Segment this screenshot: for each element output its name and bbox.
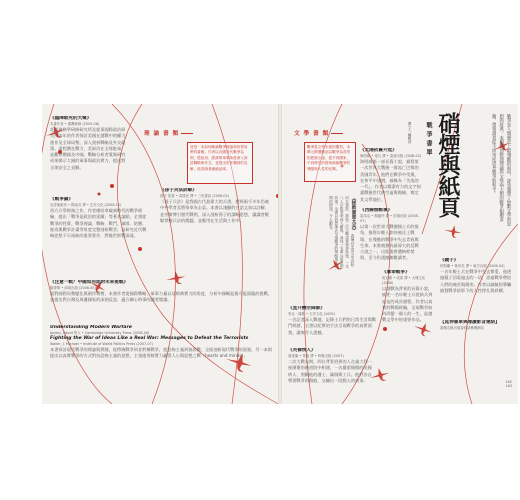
page-gutter: [278, 104, 282, 404]
book-description: 西方兵學經典之作，作者總結拿破崙時代的戰爭經驗，提出「戰爭是政治的延續」等著名論點。全書從戰爭的性質、戰爭理論、戰略、戰鬥、軍隊、防禦、進攻與戰爭計畫等角度完整剖析戰爭，是研究近代戰略思想不可或缺的重要著作，對後世影響深遠。: [50, 208, 147, 239]
book-title: 《太陽依舊升起》: [360, 148, 397, 153]
book-title: 《直升機空降師》: [288, 306, 325, 311]
literature-intro-box: [304, 142, 356, 182]
left-intro-block: [50, 116, 126, 184]
book-publisher: 伊斯蘭 • 林蒂芙 譯 • 東方出版 (2006-04): [440, 264, 505, 268]
section-rule: [181, 133, 193, 134]
book-description: 面對國際局勢變化與兩岸情勢，本書作者從國際戰略、軍事力量以及經濟實力的角度，分析中國崛起後可能面臨的挑戰，並提出對台灣及周邊國家的深刻反思，適合關心時事的讀者閱讀。: [50, 291, 272, 303]
book-description: 《孫子兵法》是我國古代最偉大的兵書，歷經兩千多年仍被中外學者及將領奉為圭臬。本書以淺顯的白話文加以註解，並旁徵博引歷代戰例，深入剖析孫子的謀略思想，讓讀者輕鬆掌握兵法的精髓，並應用在生活與工作中。: [160, 199, 269, 223]
book-description: 改編自史蒂芬史匹柏同名電影，描寫二次大戰諾曼第登陸後，一支八人小隊奉命深入敵後，尋找一名傘兵雷恩的故事。全書以寫實筆法呈現戰爭的殘酷與士兵間的情誼，令人動容。: [329, 196, 355, 268]
section-label-literature: [294, 129, 343, 137]
book-description: 二次大戰末期，四位背景迥異的人在義大利一座廢棄的修道院中相遇，一名嚴重燒傷的英國病人、照顧他的護士、竊賊與工兵。他們各自帶著戰爭的傷痕，交織出一段動人的故事。: [288, 359, 372, 383]
vertical-book-entry: [300, 196, 356, 268]
book-description: 海明威第一部長篇小說，描寫第一次世界大戰後一群流亡巴黎的美國青年，他們在戰爭中受傷，在和平中迷惘，被稱為「失落的一代」。作者以簡潔有力的文字刻畫戰後世代的空虛與傷痛，奠定其文學地位。: [360, 159, 421, 202]
book-publisher: Waller, J. Michael • Institute of World Politics Press (2007-07): [50, 342, 154, 346]
feature-subtitle: 戰爭書單: [425, 122, 432, 158]
extended-reading-box: [440, 320, 508, 340]
book-title: 《西線無戰事》: [360, 208, 393, 213]
book-title: 《孫子兵法詳解》: [160, 188, 197, 193]
book-title: 《英倫情人》: [288, 348, 316, 353]
red-bead: [110, 184, 114, 188]
book-publisher: 孫子 原著 • 黃樸民 譯 • 三民書局 (2006-02): [160, 194, 230, 198]
literature-intro-text: 戰爭是文學永恆的題材。本單元精選數部以戰爭為背景的經典小說，從不同國家、不同時代的視角描繪戰爭的殘酷與人性的光輝。: [307, 145, 351, 171]
book-description: 一名年輕士兵在戰爭中失去摯愛，他透過鏡子回看過去的一切，思索戰爭帶給人們的痛苦與傷害。作者以細膩的筆觸描寫戰爭陰影下的人性掙扎與救贖。: [440, 269, 512, 293]
magazine-spread: [42, 104, 518, 404]
section-label-text: 文 學 書 類: [294, 131, 330, 137]
book-description: 赴美進修學研修研究所及從事國際政治研究所多年的作者探討美國在越戰中的權力運作及全球局勢，深入剖析戰略及外交政策。遠程潛在戰力，美軍仍在全球駐軍，並觀察俄國及中國。戰略分析者蒐集研究成果揭示大國的軍事與政治實力，提出對全球安全之見解。: [50, 127, 126, 170]
book-title: 《戰爭論》: [50, 197, 73, 202]
book-title: 《注意一戰？中國如何面對未來挑戰》: [50, 280, 129, 285]
book-description: 以越戰為背景的長篇小說，描述一名年輕士兵從新兵到退伍的成長歷程。作者以真實的戰場經驗，呈現戰爭如何改變一個人的一生，是越戰文學中的重要作品。: [382, 286, 433, 323]
book-entry: [288, 348, 374, 396]
page-number-right: 163: [505, 384, 512, 389]
section-label-text: 理 論 書 類: [144, 131, 180, 137]
book-publisher: 雷馬克 • 顏徽玲 譯 • 好讀出版 (2008-07): [360, 214, 419, 223]
book-publisher: 楊建華 • 商周出版 (2006-05): [50, 286, 96, 290]
book-publisher: 麥克・傑斯 • 左岸文化 (2005): [288, 312, 336, 316]
book-entry: [382, 270, 436, 324]
book-publisher: 班克斯 • 成寒 譯 • 大塊文化 (2006): [382, 276, 426, 285]
book-entry: [360, 148, 422, 203]
page-numbers: [492, 380, 512, 388]
book-entry: [160, 188, 270, 258]
book-title: 《拯救雷恩大兵》: [351, 196, 356, 233]
book-entry-english: [50, 325, 272, 399]
book-description: 以第一次世界大戰德國士兵的視角，描寫年輕人如何被送上戰場，在殘酷的戰爭中失去青春與生命。本書被譽為最偉大的反戰小說之一，出版後曾遭納粹焚毀，至今仍震撼無數讀者。: [360, 224, 419, 261]
book-description: 一名記者深入戰地，記錄士兵們的日常生活與戰鬥經歷。全書以紀實的手法呈現戰爭的真實面貌，讀來令人震撼。: [288, 317, 376, 335]
extended-reading-subtitle: 書籍名稱出版資料請參閱網站: [440, 326, 485, 330]
feature-byline: 撰文 / 編輯部: [408, 122, 412, 144]
book-title: 《鏡子》: [440, 258, 459, 263]
book-entry: [50, 280, 272, 320]
book-publisher: 海明威 • 逸凡 譯 • 遠流出版 (2008-02): [360, 154, 422, 158]
book-publisher: Jordan, David 等人 • Cambridge University Press (2008-06): [50, 331, 150, 335]
book-publisher: 克勞塞維茨 • 楊南芳 譯 • 左岸文化 (2006-11): [50, 203, 122, 207]
book-description: 本書探討現代戰爭的理論與實踐，從傳統戰爭到非對稱戰爭，從恐怖主義到資訊戰，全面剖析現代戰爭的面貌。另一本則提出以真實戰爭的方式對抗恐怖主義的思想，主張運用軟實力贏得人心與思想之戰（hearts and minds）。: [50, 347, 272, 359]
feature-title: 硝煙與紙頁: [435, 112, 461, 217]
book-title-en: Understanding Modern Warfare: [50, 325, 132, 330]
book-entry: [440, 258, 514, 310]
book-entry: [288, 306, 378, 344]
section-rule: [331, 133, 343, 134]
book-title-en: Fighting the War of Ideas Like a Real War: Messages to Defeat the Terrorists: [50, 336, 249, 341]
page-number-left: 162: [505, 380, 512, 384]
red-bead: [98, 193, 101, 196]
red-bead: [383, 327, 387, 331]
book-publisher: 翁達傑 • 景翔 譯 • 時報出版 (2007): [288, 354, 344, 358]
book-title: 《奪命戰爭》: [382, 270, 410, 275]
book-title: 《臨陣敢死的大聲》: [50, 116, 92, 121]
section-label-theory: [144, 129, 193, 137]
book-entry: [360, 208, 422, 268]
extended-reading-title: 【延伸書單與導讀影音連結】: [440, 320, 500, 325]
theory-intro-box: [187, 142, 253, 184]
theory-intro-text: 這是一本如何解讀戰爭理論和世界局勢的書籍。作者以各國近代戰爭為例，從政治、經濟與軍事角度深入探討戰略與外交，並提出許多獨到的見解，值得讀者細細品味。: [190, 145, 248, 171]
book-publisher: 本書作者 • 臺灣商務 (2005-06): [50, 122, 100, 126]
book-entry: [50, 197, 150, 272]
feature-intro: 戰爭是人類歷史上最殘酷的面向，卻也激發了無數文學與思想的經典。本期特別整理理論與文學兩大類的戰爭相關書籍，帶領讀者從不同角度思考戰爭與和平。: [491, 114, 511, 226]
